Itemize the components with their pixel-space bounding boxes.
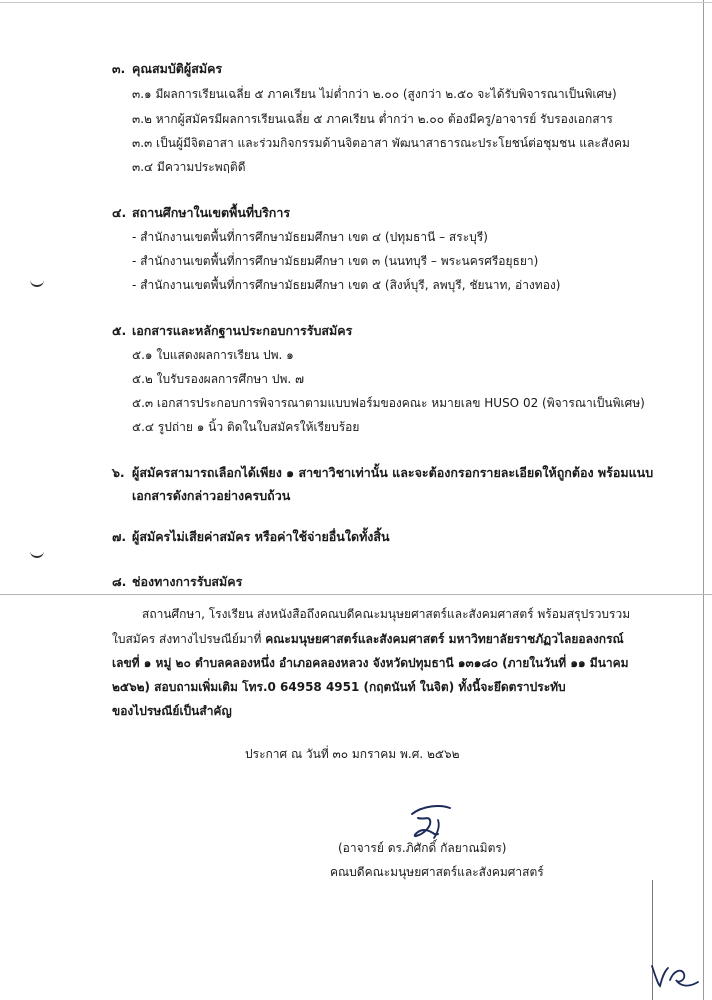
section-title: เอกสารและหลักฐานประกอบการรับสมัคร <box>132 323 353 338</box>
section-number: ๖. <box>112 465 125 480</box>
signatory-position: คณบดีคณะมนุษยศาสตร์และสังคมศาสตร์ <box>330 865 544 879</box>
section-number: ๓. <box>112 61 126 76</box>
section-4-item-1: - สำนักงานเขตพื้นที่การศึกษามัธยมศึกษา เขต ๔ (ปทุมธานี – สระบุรี) <box>132 230 488 244</box>
paragraph-line-5: ของไปรษณีย์เป็นสำคัญ <box>112 704 232 718</box>
announcement-date: ประกาศ ณ วันที่ ๓๐ มกราคม พ.ศ. ๒๕๖๒ <box>245 747 460 761</box>
paragraph-line-2 <box>112 630 624 649</box>
section-4-item-3: - สำนักงานเขตพื้นที่การศึกษามัธยมศึกษา เขต ๕ (สิงห์บุรี, ลพบุรี, ชัยนาท, อ่างทอง) <box>132 278 561 292</box>
punch-hole-mark-top <box>30 277 44 287</box>
paragraph-line-2-bold: คณะมนุษยศาสตร์และสังคมศาสตร์ มหาวิทยาลัยราชภัฏวไลยอลงกรณ์ <box>265 632 624 646</box>
punch-hole-mark-bottom <box>30 548 44 558</box>
paragraph-line-1: สถานศึกษา, โรงเรียน ส่งหนังสือถึงคณบดีคณะมนุษยศาสตร์และสังคมศาสตร์ พร้อมสรุปรวบรวม <box>142 607 631 621</box>
section-3-item-1: ๓.๑ มีผลการเรียนเฉลี่ย ๕ ภาคเรียน ไม่ต่ำกว่า ๒.๐๐ (สูงกว่า ๒.๕๐ จะได้รับพิจารณาเป็นพิเศษ) <box>132 87 617 101</box>
section-8-heading <box>112 572 242 592</box>
section-title: ผู้สมัครสามารถเลือกได้เพียง ๑ สาขาวิชาเท่านั้น และจะต้องกรอกรายละเอียดให้ถูกต้อง พร้อมแนบ <box>132 465 654 480</box>
section-3-item-2: ๓.๒ หากผู้สมัครมีผลการเรียนเฉลี่ย ๕ ภาคเรียน ต่ำกว่า ๒.๐๐ ต้องมีครู/อาจารย์ รับรองเอกสาร <box>132 112 613 126</box>
section-title: ช่องทางการรับสมัคร <box>132 574 243 589</box>
section-5-item-1: ๕.๑ ใบแสดงผลการเรียน ปพ. ๑ <box>132 348 294 362</box>
section-6-continuation: เอกสารดังกล่าวอย่างครบถ้วน <box>132 488 291 503</box>
paragraph-line-4: ๒๕๖๒) สอบถามเพิ่มเติม โทร.0 64958 4951 (กฤตนันท์ ในจิต) ทั้งนี้จะยึดตราประทับ <box>112 680 566 694</box>
section-5-item-2: ๕.๒ ใบรับรองผลการศึกษา ปพ. ๗ <box>132 372 305 386</box>
section-title: ผู้สมัครไม่เสียค่าสมัคร หรือค่าใช้จ่ายอื่นใดทั้งสิ้น <box>132 529 390 544</box>
section-3-heading <box>112 59 222 79</box>
fold-line <box>0 594 712 595</box>
paragraph-line-3: เลขที่ ๑ หมู่ ๒๐ ตำบลคลองหนึ่ง อำเภอคลองหลวง จังหวัดปทุมธานี ๑๓๑๘๐ (ภายในวันที่ ๑๑ มีนาคม <box>112 656 629 670</box>
section-3-item-3: ๓.๓ เป็นผู้มีจิตอาสา และร่วมกิจกรรมด้านจิตอาสา พัฒนาสาธารณะประโยชน์ต่อชุมชน และสังคม <box>132 136 630 150</box>
scan-edge-right <box>703 0 704 1000</box>
paragraph-line-2-plain: ใบสมัคร ส่งทางไปรษณีย์มาที่ <box>112 632 266 646</box>
signatory-name: (อาจารย์ ดร.ภิศักดิ์ กัลยาณมิตร) <box>338 841 507 855</box>
section-4-item-2: - สำนักงานเขตพื้นที่การศึกษามัธยมศึกษา เขต ๓ (นนทบุรี – พระนครศรีอยุธยา) <box>132 254 539 268</box>
section-title: คุณสมบัติผู้สมัคร <box>132 61 223 76</box>
scan-edge-top <box>0 2 712 3</box>
section-5-item-3: ๕.๓ เอกสารประกอบการพิจารณาตามแบบฟอร์มของคณะ หมายเลข HUSO 02 (พิจารณาเป็นพิเศษ) <box>132 396 645 410</box>
section-4-heading <box>112 203 290 223</box>
section-7-heading <box>112 527 390 547</box>
section-5-item-4: ๕.๔ รูปถ่าย ๑ นิ้ว ติดในใบสมัครให้เรียบร้อย <box>132 420 360 434</box>
section-5-heading <box>112 321 352 341</box>
section-title: สถานศึกษาในเขตพื้นที่บริการ <box>132 205 291 220</box>
section-3-item-4: ๓.๔ มีความประพฤติดี <box>132 160 246 174</box>
section-6-heading <box>112 463 653 483</box>
section-number: ๔. <box>112 205 127 220</box>
section-number: ๗. <box>112 529 127 544</box>
section-number: ๕. <box>112 323 127 338</box>
section-number: ๘. <box>112 574 127 589</box>
initials-scribble <box>648 958 704 994</box>
